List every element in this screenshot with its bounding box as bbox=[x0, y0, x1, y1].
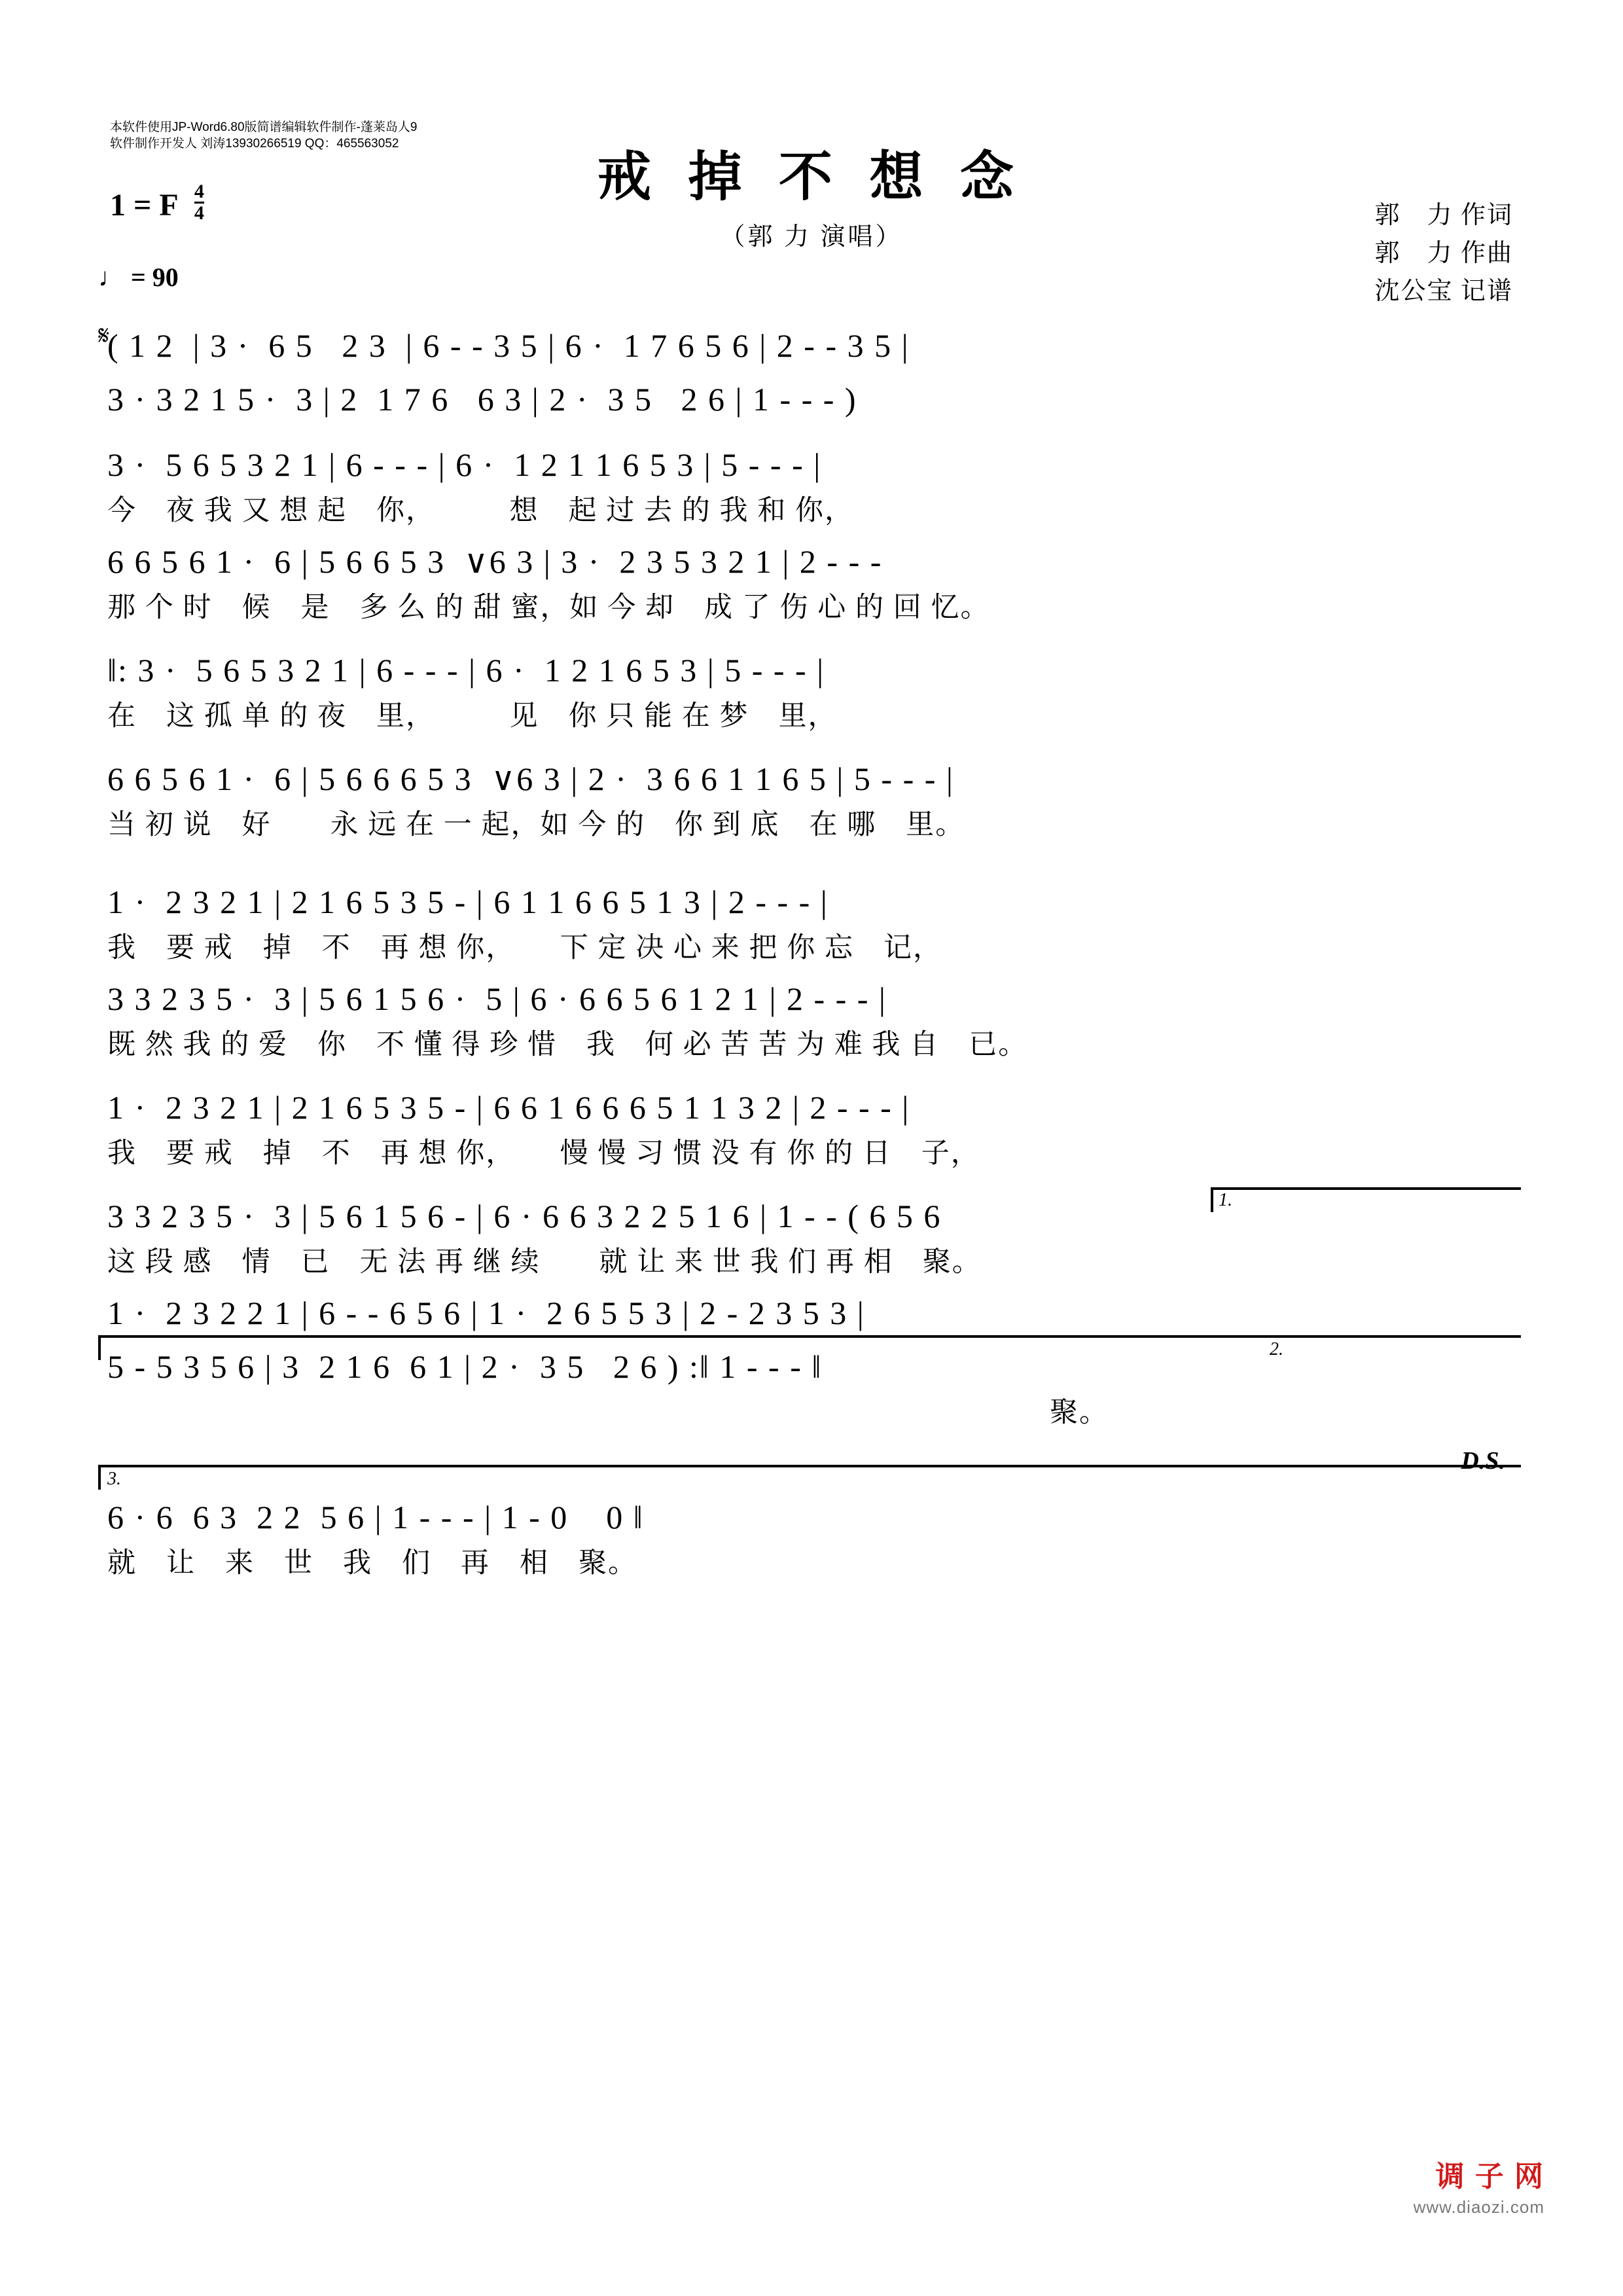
system-verse-2b bbox=[98, 754, 1525, 847]
lyric-row: 我 要 戒 掉 不 再 想 你， 慢 慢 习 惯 没 有 你 的 日 子， bbox=[107, 1138, 980, 1169]
system-intro-2 bbox=[98, 374, 1525, 424]
system-gap bbox=[98, 428, 1525, 440]
lyric-row: 既 然 我 的 爱 你 不 懂 得 珍 惜 我 何 必 苦 苦 为 难 我 自 已。 bbox=[107, 1030, 1028, 1060]
notation-row: 3 3 2 3 5 · 3 | 5 6 1 5 6 - | 6 · 6 6 3 2 2 5 1 6 | 1 - - ( 6 5 6 bbox=[107, 1198, 942, 1234]
credit-composer: 郭 力 作曲 bbox=[1374, 240, 1513, 267]
system-gap bbox=[98, 634, 1525, 645]
lyric-row: 这 段 感 情 已 无 法 再 继 续 就 让 来 世 我 们 再 相 聚。 bbox=[107, 1247, 982, 1278]
lyric-row: 聚。 bbox=[107, 1397, 1109, 1428]
watermark-site-name: 调 子 网 bbox=[1435, 2161, 1544, 2193]
system-gap bbox=[98, 742, 1525, 754]
system-verse-1a bbox=[98, 440, 1525, 533]
lyric-row: 今 夜 我 又 想 起 你， 想 起 过 去 的 我 和 你， bbox=[107, 495, 854, 526]
song-title: 戒 掉 不 想 念 bbox=[597, 147, 1026, 207]
watermark-site-url: www.diaozi.com bbox=[1413, 2197, 1544, 2217]
key-signature-text: 1 = F bbox=[110, 188, 177, 223]
system-chorus-2a bbox=[98, 1083, 1525, 1175]
system-chorus-1b bbox=[98, 974, 1525, 1067]
credits-block bbox=[1374, 196, 1513, 310]
first-ending-label: 1. bbox=[1219, 1190, 1232, 1210]
time-signature bbox=[194, 182, 204, 223]
notation-row: 5 - 5 3 5 6 | 3 2 1 6 6 1 | 2 · 3 5 2 6 ) :‖ 1 - - - ‖ bbox=[107, 1348, 823, 1385]
system-coda-2 bbox=[98, 1339, 1525, 1475]
notation-row: 6 6 5 6 1 · 6 | 5 6 6 5 3 ∨6 3 | 3 · 2 3 5 3 2 1 | 2 - - - bbox=[107, 543, 883, 580]
first-ending-bracket bbox=[1211, 1187, 1521, 1212]
music-body bbox=[98, 321, 1525, 1589]
notation-row: ‖: 3 · 5 6 5 3 2 1 | 6 - - - | 6 · 1 2 1 6 5 3 | 5 - - - | bbox=[107, 652, 825, 689]
time-signature-numerator: 4 bbox=[194, 181, 204, 202]
notation-row: 6 6 5 6 1 · 6 | 5 6 6 6 5 3 ∨6 3 | 2 · 3 6 6 1 1 6 5 | 5 - - - | bbox=[107, 761, 954, 797]
lyric-row: 就 让 来 世 我 们 再 相 聚。 bbox=[107, 1548, 637, 1579]
lyric-row: 当 初 说 好 永 远 在 一 起，如 今 的 你 到 底 在 哪 里。 bbox=[107, 810, 965, 840]
ds-marking: D.S. bbox=[1461, 1447, 1505, 1475]
notation-row: 3 3 2 3 5 · 3 | 5 6 1 5 6 · 5 | 6 · 6 6 5 6 1 2 1 | 2 - - - | bbox=[107, 980, 887, 1017]
system-intro-1 bbox=[98, 321, 1525, 370]
system-verse-1b bbox=[98, 537, 1525, 630]
notation-row: 1 · 2 3 2 2 1 | 6 - - 6 5 6 | 1 · 2 6 5 5 3 | 2 - 2 3 5 3 | bbox=[107, 1295, 865, 1331]
song-performer: （郭 力 演唱） bbox=[720, 223, 903, 251]
notation-row: ( 1 2 | 3 · 6 5 2 3 | 6 - - 3 5 | 6 · 1 7 6 5 6 | 2 - - 3 5 | bbox=[107, 327, 910, 364]
system-coda-3 bbox=[98, 1465, 1525, 1585]
system-coda-1 bbox=[98, 1288, 1525, 1338]
third-ending-label: 3. bbox=[107, 1469, 121, 1489]
lyric-row: 我 要 戒 掉 不 再 想 你， 下 定 决 心 来 把 你 忘 记， bbox=[107, 933, 942, 963]
notation-row: 3 · 3 2 1 5 · 3 | 2 1 7 6 6 3 | 2 · 3 5 2 6 | 1 - - - ) bbox=[107, 381, 857, 418]
system-gap bbox=[98, 1071, 1525, 1083]
software-credit-line-1: 本软件使用JP-Word6.80版简谱编辑软件制作-蓬莱岛人9 bbox=[110, 120, 418, 134]
notation-row: 6 · 6 6 3 2 2 5 6 | 1 - - - | 1 - 0 0 ‖ bbox=[107, 1499, 644, 1535]
site-watermark bbox=[1414, 2153, 1544, 2217]
credit-transcriber: 沈公宝 记谱 bbox=[1374, 278, 1513, 305]
notation-row: 1 · 2 3 2 1 | 2 1 6 5 3 5 - | 6 1 1 6 6 5 1 3 | 2 - - - | bbox=[107, 884, 829, 920]
tempo-marking: ♩ = 90 bbox=[98, 262, 179, 292]
system-gap bbox=[98, 1439, 1525, 1465]
credit-lyricist: 郭 力 作词 bbox=[1374, 202, 1513, 229]
time-signature-denominator: 4 bbox=[194, 202, 204, 224]
second-ending-label: 2. bbox=[1270, 1339, 1283, 1359]
system-chorus-2b bbox=[98, 1191, 1525, 1284]
second-ending-bracket bbox=[98, 1335, 1521, 1360]
notation-row: 1 · 2 3 2 1 | 2 1 6 5 3 5 - | 6 6 1 6 6 6 5 1 1 3 2 | 2 - - - | bbox=[107, 1089, 910, 1126]
software-credit-line-2: 软件制作开发人 刘涛13930266519 QQ：465563052 bbox=[110, 137, 399, 151]
lyric-row: 在 这 孤 单 的 夜 里， 见 你 只 能 在 梦 里， bbox=[107, 701, 838, 732]
notation-row: 3 · 5 6 5 3 2 1 | 6 - - - | 6 · 1 2 1 1 6 5 3 | 5 - - - | bbox=[107, 446, 822, 483]
third-ending-bracket bbox=[98, 1465, 1521, 1490]
segno-icon: 𝄋 bbox=[98, 321, 110, 351]
system-chorus-1a bbox=[98, 877, 1525, 970]
key-signature bbox=[110, 182, 204, 223]
lyric-row: 那 个 时 候 是 多 么 的 甜 蜜，如 今 却 成 了 伤 心 的 回 忆。 bbox=[107, 592, 990, 623]
system-verse-2a bbox=[98, 645, 1525, 738]
